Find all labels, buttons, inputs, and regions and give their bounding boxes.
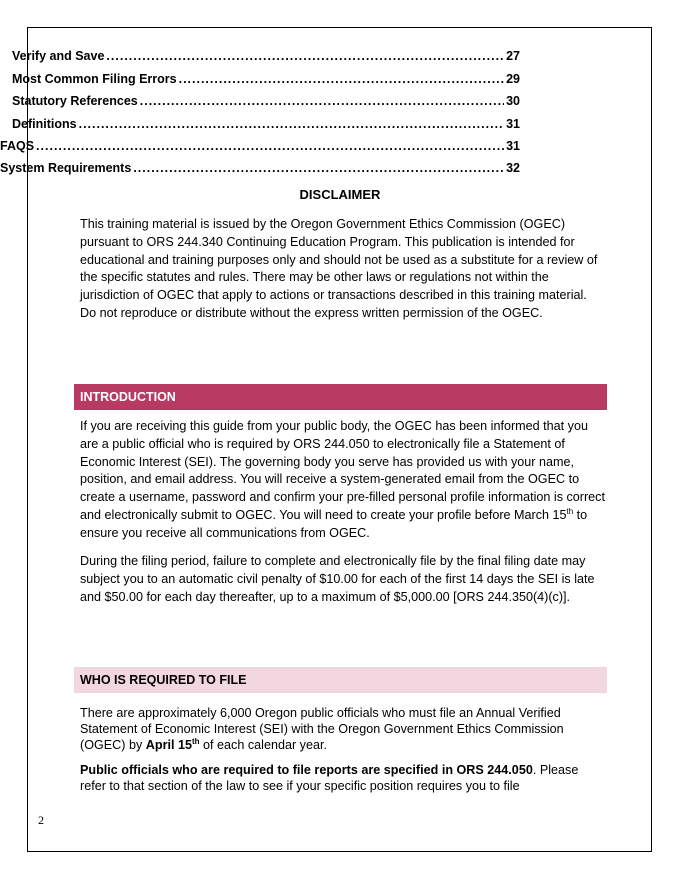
- toc-entry-label: Most Common Filing Errors: [12, 72, 177, 86]
- toc-entry-label: System Requirements: [0, 161, 132, 175]
- toc-entry[interactable]: [12, 94, 520, 114]
- toc-entry[interactable]: [0, 139, 520, 159]
- toc-leader-dots: [106, 49, 504, 63]
- toc-leader-dots: [133, 161, 504, 175]
- toc-entry-page: 32: [506, 161, 520, 175]
- page-number: 2: [38, 813, 44, 827]
- toc-entry[interactable]: [12, 49, 520, 69]
- toc-entry-page: 27: [506, 49, 520, 63]
- toc-entry[interactable]: [12, 72, 520, 92]
- toc-entry-page: 29: [506, 72, 520, 86]
- toc-leader-dots: [79, 117, 505, 131]
- toc-entry-page: 30: [506, 94, 520, 108]
- disclaimer-title: DISCLAIMER: [299, 187, 381, 202]
- toc-entry[interactable]: [0, 161, 520, 181]
- toc-entry[interactable]: [12, 117, 520, 137]
- toc-leader-dots: [140, 94, 504, 108]
- toc-entry-page: 31: [506, 139, 520, 153]
- who-required-paragraph-2: Public officials who are required to file reports are specified in ORS 244.050. Please refer to that section of the law to see if your specific position requires you to file: [80, 763, 579, 793]
- disclaimer-text: This training material is issued by the Oregon Government Ethics Commission (OGEC) pursuant to ORS 244.340 Continuing Education Program. This publication is intended for educational and training purposes only and should not be used as a substitute for a review of the specific statutes and rules. There may be other laws or regulations not within the jurisdiction of OGEC that apply to actions or transactions described in this training material. Do not reproduce or distribute without the express written permission of the OGEC.: [80, 217, 598, 320]
- toc-leader-dots: [36, 139, 504, 153]
- introduction-heading: INTRODUCTION: [74, 384, 607, 410]
- who-required-paragraph-1: There are approximately 6,000 Oregon public officials who must file an Annual Verified Statement of Economic Interest (SEI) with the Oregon Government Ethics Commission (OGEC) by April 15th of each calendar year.: [80, 706, 564, 752]
- toc-leader-dots: [179, 72, 505, 86]
- introduction-paragraph-2: During the filing period, failure to complete and electronically file by the final filing date may subject you to an automatic civil penalty of $10.00 for each of the first 14 days the SEI is late and $50.00 for each day thereafter, up to a maximum of $5,000.00 [ORS 244.350(4)(c)].: [80, 554, 595, 604]
- toc-entry-label: Definitions: [12, 117, 77, 131]
- toc-entry-label: Statutory References: [12, 94, 138, 108]
- who-required-heading: WHO IS REQUIRED TO FILE: [74, 667, 607, 693]
- introduction-paragraph-1: If you are receiving this guide from your public body, the OGEC has been informed that you are a public official who is required by ORS 244.050 to electronically file a Statement of Economic Interest (SEI). The governing body you serve has provided us with your name, position, and email address. You will receive a system-generated email from the OGEC to create a username, password and confirm your pre-filled personal profile information is correct and electronically submit to OGEC. You will need to create your profile before March 15th to ensure you receive all communications from OGEC.: [80, 419, 605, 540]
- toc-entry-label: Verify and Save: [12, 49, 105, 63]
- toc-entry-label: FAQS: [0, 139, 35, 153]
- toc-entry-page: 31: [506, 117, 520, 131]
